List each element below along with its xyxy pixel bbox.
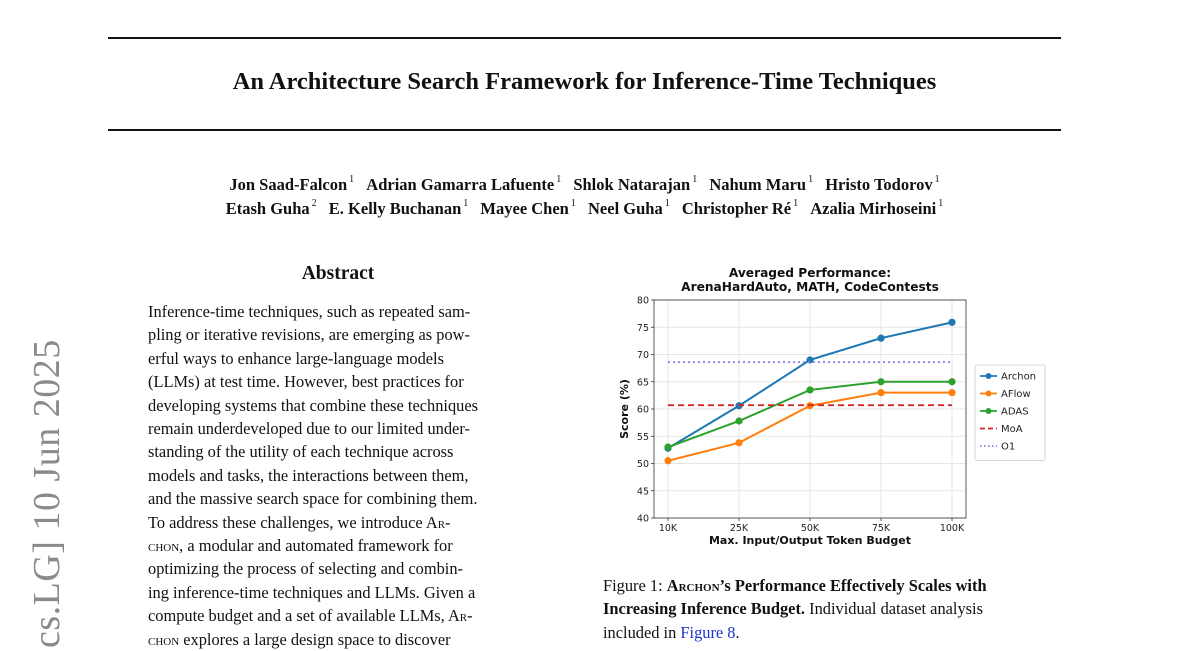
data-point-aflow — [664, 457, 671, 464]
abstract-line: compute budget and a set of available LLMs, Ar- — [148, 606, 473, 626]
legend-label: Archon — [1001, 371, 1037, 383]
authors-line-2 — [108, 199, 1061, 219]
data-point-archon — [877, 335, 884, 342]
y-tick-label: 70 — [636, 350, 649, 361]
y-tick-label: 80 — [636, 295, 649, 307]
abstract-heading: Abstract — [301, 263, 375, 284]
caption-line — [603, 574, 1063, 597]
figure-8-link[interactable]: Figure 8 — [680, 622, 736, 642]
abstract-line: Inference-time techniques, such as repeated sam- — [148, 302, 471, 321]
x-tick-label: 50K — [800, 523, 820, 534]
author: Christopher Ré $^1$ — [681, 197, 799, 218]
data-point-archon — [948, 319, 955, 326]
y-tick-label: 75 — [636, 322, 649, 334]
legend-label: AFlow — [1001, 389, 1031, 400]
legend-marker — [986, 408, 992, 414]
caption-bold-title: Archon’s Performance Effectively Scales with — [666, 576, 987, 595]
data-point-adas — [664, 444, 671, 451]
author: Nahum Maru $^1$ — [709, 173, 814, 194]
authors-line-1 — [108, 175, 1061, 195]
author: Azalia Mirhoseini $^1$ — [810, 197, 944, 218]
abstract-line: erful ways to enhance large-language models — [148, 348, 444, 368]
author: E. Kelly Buchanan $^1$ — [328, 197, 469, 218]
abstract-body — [148, 300, 532, 651]
performance-chart — [600, 290, 1060, 552]
x-tick-label: 75K — [871, 523, 891, 534]
author: Adrian Gamarra Lafuente $^1$ — [366, 173, 562, 194]
data-point-aflow — [735, 439, 742, 446]
abstract-line: models and tasks, the interactions between them, — [148, 465, 469, 485]
chart-subtitle: ArenaHardAuto, MATH, CodeContests — [681, 280, 939, 294]
caption-line — [603, 621, 1063, 644]
legend-label: MoA — [1001, 424, 1023, 435]
abstract-line: To address these challenges, we introduce Ar- — [148, 512, 451, 532]
abstract-line: chon, a modular and automated framework for — [148, 536, 453, 556]
abstract-line: pling or iterative revisions, are emerging as pow- — [148, 325, 470, 345]
abstract-line: (LLMs) at test time. However, best practices for — [148, 372, 464, 392]
title-bottom-rule — [108, 129, 1061, 131]
y-tick-label: 60 — [636, 404, 649, 416]
abstract-line: chon explores a large design space to discover — [148, 629, 451, 649]
legend-label: ADAS — [1001, 406, 1029, 418]
author: Etash Guha $^2$ — [225, 197, 317, 218]
data-point-adas — [806, 386, 813, 393]
legend-marker — [986, 373, 992, 379]
data-point-adas — [735, 417, 742, 424]
author: Hristo Todorov $^1$ — [825, 173, 940, 194]
caption-text: included in — [603, 622, 677, 642]
caption-bold-title-cont: Increasing Inference Budget. — [603, 599, 805, 619]
abstract-line: optimizing the process of selecting and combin- — [148, 559, 463, 579]
author: Jon Saad-Falcon $^1$ — [229, 173, 355, 194]
arxiv-side-stamp: cs.LG] 10 Jun 2025 — [26, 339, 68, 648]
abstract-line: developing systems that combine these techniques — [148, 395, 479, 415]
author: Mayee Chen $^1$ — [480, 197, 576, 218]
caption-label: Figure 1: — [603, 576, 663, 595]
caption-text: . — [735, 622, 740, 642]
abstract-line: remain underdeveloped due to our limited under- — [148, 419, 470, 439]
abstract-line: standing of the utility of each technique across — [148, 442, 454, 462]
x-tick-label: 25K — [729, 523, 749, 534]
data-point-aflow — [948, 389, 955, 396]
author: Shlok Natarajan $^1$ — [573, 173, 698, 194]
y-tick-label: 45 — [636, 486, 649, 498]
caption-text: Individual dataset analysis — [809, 599, 983, 619]
abstract-line: and the massive search space for combining them. — [148, 489, 478, 509]
legend-label: O1 — [1001, 441, 1016, 453]
y-tick-label: 40 — [636, 513, 649, 525]
title-top-rule — [108, 37, 1061, 39]
abstract-line: ing inference-time techniques and LLMs. Given a — [148, 582, 476, 602]
author: Neel Guha $^1$ — [588, 197, 670, 218]
y-tick-label: 50 — [636, 459, 649, 470]
y-tick-label: 65 — [636, 377, 649, 389]
paper-title: An Architecture Search Framework for Inference-Time Techniques — [232, 68, 937, 95]
data-point-aflow — [877, 389, 884, 396]
caption-line — [603, 597, 1063, 620]
y-axis-label: Score (%) — [618, 379, 631, 439]
x-tick-label: 100K — [939, 523, 965, 534]
y-tick-label: 55 — [636, 431, 649, 443]
x-axis-label: Max. Input/Output Token Budget — [708, 534, 912, 547]
data-point-adas — [948, 378, 955, 385]
chart-title: Averaged Performance: — [728, 266, 892, 280]
x-tick-label: 10K — [658, 523, 678, 534]
data-point-adas — [877, 378, 884, 385]
figure-caption — [603, 574, 1063, 644]
legend-marker — [986, 391, 992, 397]
